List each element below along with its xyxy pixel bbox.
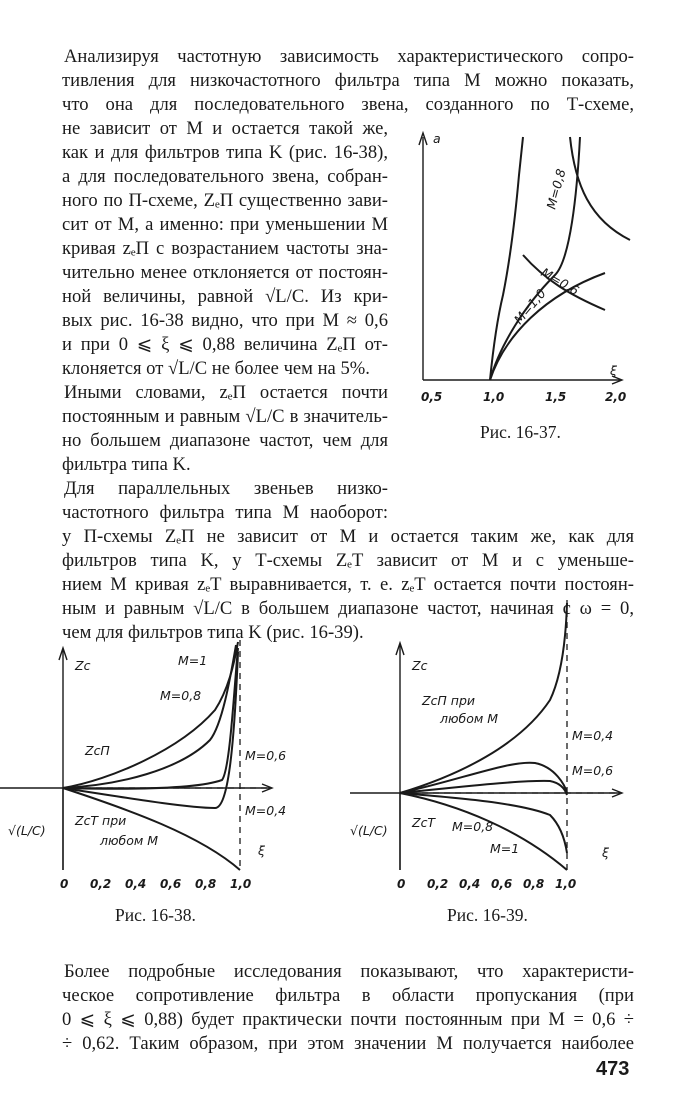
curve-label: любом M — [100, 833, 159, 848]
text-line: и при 0 ⩽ ξ ⩽ 0,88 величина ZₑП от- — [62, 334, 388, 355]
tick-label: 0,8 — [523, 877, 545, 891]
tick-label: 0,2 — [90, 877, 112, 891]
curve-label: M=1 — [178, 653, 208, 668]
x-axis-label: ξ — [602, 845, 609, 860]
curve-label: M=1 — [490, 841, 520, 856]
text-line: Более подробные исследования показывают, что характеристи- — [64, 961, 634, 982]
sqrt-label: √(L/C) — [8, 823, 46, 838]
tick-label: 1,0 — [230, 877, 252, 891]
y-axis-label: Zc — [75, 658, 91, 673]
tick-label: 0,6 — [491, 877, 513, 891]
curve-zcp-m04 — [63, 652, 238, 808]
text-line: частотного фильтра типа M наоборот: — [62, 502, 388, 523]
tick-label: 2,0 — [605, 390, 627, 404]
curve-label: ZcT — [412, 815, 436, 830]
text-line: вых рис. 16-38 видно, что при M ≈ 0,6 — [62, 310, 388, 331]
figure-16-38 — [0, 630, 340, 900]
tick-label: 0 — [60, 877, 69, 891]
tick-label: 0,2 — [427, 877, 449, 891]
page-number: 473 — [596, 1058, 630, 1080]
text-line: клоняется от √L/C не более чем на 5%. — [62, 358, 370, 379]
text-line: тивления для низкочастотного фильтра типа M можно показать, — [62, 70, 634, 91]
figure-16-37 — [405, 125, 645, 425]
text-line: как и для фильтров типа K (рис. 16-38), — [62, 142, 388, 163]
text-line: а для последовательного звена, собран- — [62, 166, 388, 187]
curve-label: M=0,4 — [572, 728, 614, 743]
text-line: но большем диапазоне частот, чем для — [62, 430, 388, 451]
curve-m-06 — [490, 273, 605, 380]
tick-label: 0 — [397, 877, 406, 891]
text-line: нием M кривая zₑT выравнивается, т. е. zₑT остается почти постоян- — [62, 574, 634, 595]
curve-label: M=0,8 — [543, 167, 569, 211]
curve-label: M=0,6 — [245, 748, 287, 763]
curve-label: M=1,0 — [510, 285, 549, 327]
text-line: ческое сопротивление фильтра в области пропускания (при — [62, 985, 634, 1006]
text-line: Анализируя частотную зависимость характеристического сопро- — [64, 46, 634, 67]
y-axis-label: a — [433, 131, 441, 146]
sqrt-label: √(L/C) — [350, 823, 388, 838]
curve-label: M=0,8 — [160, 688, 202, 703]
text-line: постоянным и равным √L/C в значитель- — [62, 406, 388, 427]
curve-zct-m04 — [400, 763, 567, 793]
tick-label: 0,6 — [160, 877, 182, 891]
tick-label: 0,4 — [125, 877, 147, 891]
text-line: ной величины, равной √L/C. Из кри- — [62, 286, 388, 307]
text-line: 0 ⩽ ξ ⩽ 0,88) будет практически почти постоянным при M = 0,6 ÷ — [62, 1009, 634, 1030]
text-line: фильтра типа K. — [62, 454, 191, 475]
text-line: у П-схемы ZₑП не зависит от M и остается таким же, как для — [62, 526, 634, 547]
text-line: Иными словами, zₑП остается почти — [64, 382, 388, 403]
tick-label: 0,5 — [421, 390, 443, 404]
figure-caption: Рис. 16-39. — [447, 905, 528, 925]
curve-label: ZcT при — [75, 813, 127, 828]
text-line: кривая zₑП с возрастанием частоты зна- — [62, 238, 388, 259]
tick-label: 1,0 — [555, 877, 577, 891]
y-axis-label: Zc — [412, 658, 428, 673]
figure-caption: Рис. 16-38. — [115, 905, 196, 925]
text-line: чем для фильтров типа K (рис. 16-39). — [62, 622, 364, 643]
curve-zct — [63, 788, 240, 870]
tick-label: 0,8 — [195, 877, 217, 891]
figure-caption: Рис. 16-37. — [480, 422, 561, 442]
text-line: Для параллельных звеньев низко- — [64, 478, 388, 499]
figure-16-39 — [350, 595, 690, 895]
tick-label: 1,0 — [483, 390, 505, 404]
curve-label: M=0,4 — [245, 803, 287, 818]
text-line: ÷ 0,62. Таким образом, при этом значении M получается наиболее — [62, 1033, 634, 1054]
curve-label: любом M — [440, 711, 499, 726]
text-line: ным и равным √L/C в большем диапазоне частот, начиная с ω = 0, — [62, 598, 634, 619]
curve-label: M=0,6 — [572, 763, 614, 778]
x-axis-label: ξ — [610, 363, 617, 378]
tick-label: 0,4 — [459, 877, 481, 891]
curve-label: ZcП — [85, 743, 110, 758]
text-line: что она для последовательного звена, созданного по Т-схеме, — [62, 94, 634, 115]
curve-label: M=0,8 — [452, 819, 494, 834]
x-axis-label: ξ — [258, 843, 265, 858]
text-line: не зависит от M и остается такой же, — [62, 118, 388, 139]
curve-m-1 — [490, 137, 523, 380]
curve-label: ZcП при — [422, 693, 476, 708]
text-line: чительно менее отклоняется от постоян- — [62, 262, 388, 283]
text-line: ного по П-схеме, ZₑП существенно зави- — [62, 190, 388, 211]
curve-label: M=0,6 — [538, 264, 582, 299]
text-line: фильтров типа K, у Т-схемы ZₑT зависит от M и с уменьше- — [62, 550, 634, 571]
tick-label: 1,5 — [545, 390, 567, 404]
text-line: сит от M, а именно: при уменьшении M — [62, 214, 388, 235]
